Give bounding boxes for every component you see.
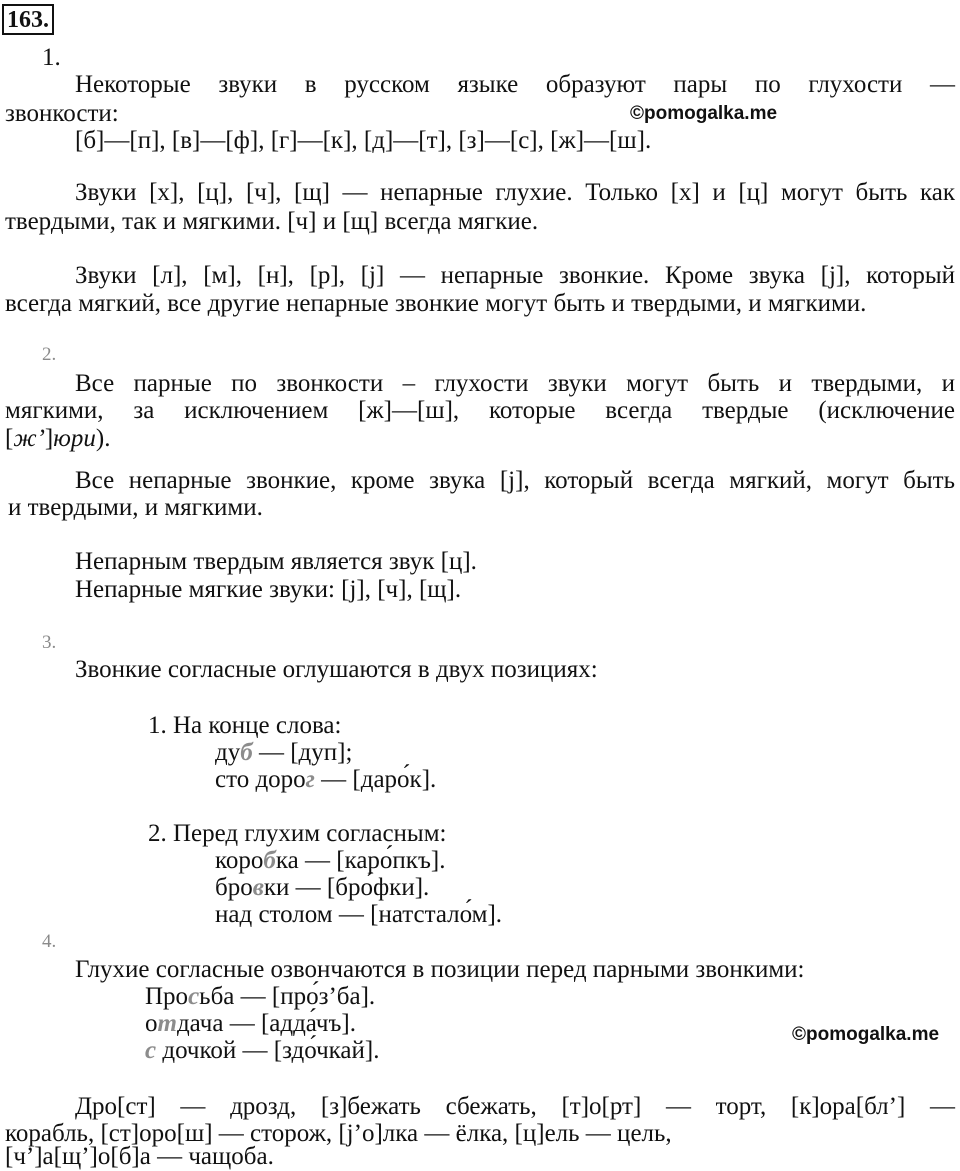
s4-example-1	[145, 982, 375, 1011]
s1-paragraph-1-line-1: Некоторые звуки в русском языке образуют пары по глухости —	[75, 71, 955, 98]
highlighted-letter: б	[240, 739, 253, 766]
highlighted-letter: с	[145, 1037, 157, 1064]
example-text: Про	[145, 983, 189, 1010]
bracket-open: [	[5, 425, 14, 452]
s1-paragraph-3-line-1: Звуки [л], [м], [н], [р], [j] — непарные звонкие. Кроме звука [j], который	[75, 262, 955, 289]
s3-item-2-title: 2. Перед глухим согласным:	[148, 820, 447, 847]
s2-paragraph-3-line-1: Непарным твердым является звук [ц].	[75, 548, 477, 575]
highlighted-letter: т	[157, 1010, 177, 1037]
s2-paragraph-1-line-3	[5, 424, 110, 453]
highlighted-letter: с	[188, 983, 200, 1010]
s3-example-3	[215, 846, 445, 875]
s2-paragraph-3-line-2: Непарные мягкие звуки: [j], [ч], [щ].	[75, 576, 462, 603]
s2-paragraph-2-line-1: Все непарные звонкие, кроме звука [j], который всегда мягкий, могут быть	[75, 467, 955, 494]
example-text: бро	[215, 874, 253, 901]
example-transcription: ки — [бро́фки].	[263, 874, 430, 901]
example-transcription: ка — [каро́пкъ].	[275, 847, 446, 874]
example-transcription: — [даро́к].	[314, 766, 437, 793]
s3-example-1	[215, 738, 352, 767]
s1-paragraph-3-line-2: всегда мягкий, все другие непарные звонкие могут быть и твердыми, и мягкими.	[5, 290, 867, 317]
closing-punct: ).	[95, 425, 111, 452]
s1-paragraph-2-line-2: твердыми, так и мягкими. [ч] и [щ] всегда мягкие.	[5, 208, 539, 235]
s5-line-3: [ч’]а[щ’]о[б]а — чащоба.	[5, 1143, 274, 1170]
s3-example-2	[215, 765, 436, 794]
section-2-number: 2.	[42, 344, 57, 365]
watermark: ©pomogalka.me	[630, 103, 778, 124]
example-transcription: дача — [адда́чъ].	[176, 1010, 356, 1037]
s4-intro: Глухие согласные озвончаются в позиции перед парными звонкими:	[75, 956, 805, 983]
s3-intro: Звонкие согласные оглушаются в двух позициях:	[75, 656, 598, 683]
example-text: коро	[215, 847, 264, 874]
s2-paragraph-2-line-2: и твердыми, и мягкими.	[8, 494, 263, 521]
s4-example-2	[145, 1009, 356, 1038]
example-text: сто доро	[215, 766, 306, 793]
example-transcription: ьба — [про́з’ба].	[199, 983, 376, 1010]
s1-paragraph-1-line-3: [б]—[п], [в]—[ф], [г]—[к], [д]—[т], [з]—[с], [ж]—[ш].	[75, 127, 652, 154]
bracket-close: ]	[44, 425, 54, 452]
italic-word-part: юри	[53, 425, 96, 452]
highlighted-letter: в	[252, 874, 264, 901]
example-text: о	[145, 1010, 158, 1037]
italic-sound: ж’	[13, 425, 45, 452]
s5-line-1: Дро[ст] — дрозд, [з]бежать сбежать, [т]о[рт] — торт, [к]ора[бл’] —	[75, 1093, 955, 1120]
section-3-number: 3.	[42, 632, 57, 653]
s3-example-5: над столом — [натстало́м].	[215, 901, 503, 928]
s1-paragraph-1-line-2: звонкости:	[5, 100, 119, 127]
section-4-number: 4.	[42, 931, 57, 952]
s5-line-2: корабль, [ст]оро[ш] — сторож, [j’о]лка — ёлка, [ц]ель — цель,	[5, 1120, 672, 1147]
s2-paragraph-1-line-2: мягкими, за исключением [ж]—[ш], которые всегда твердые (исключение	[5, 397, 955, 424]
s2-paragraph-1-line-1: Все парные по звонкости – глухости звуки могут быть и твердыми, и	[75, 370, 955, 397]
example-transcription: — [дуп];	[252, 739, 353, 766]
highlighted-letter: г	[305, 766, 315, 793]
example-transcription: дочкой — [здо́чкай].	[156, 1037, 380, 1064]
watermark-bottom: ©pomogalka.me	[792, 1024, 940, 1045]
s4-example-3	[145, 1036, 379, 1065]
highlighted-letter: б	[263, 847, 276, 874]
s3-example-4	[215, 873, 429, 902]
s1-paragraph-2-line-1: Звуки [х], [ц], [ч], [щ] — непарные глухие. Только [х] и [ц] могут быть как	[75, 179, 955, 206]
task-number: 163.	[2, 4, 54, 35]
section-1-number: 1.	[42, 44, 61, 71]
example-text: ду	[215, 739, 241, 766]
s3-item-1-title: 1. На конце слова:	[148, 712, 342, 739]
